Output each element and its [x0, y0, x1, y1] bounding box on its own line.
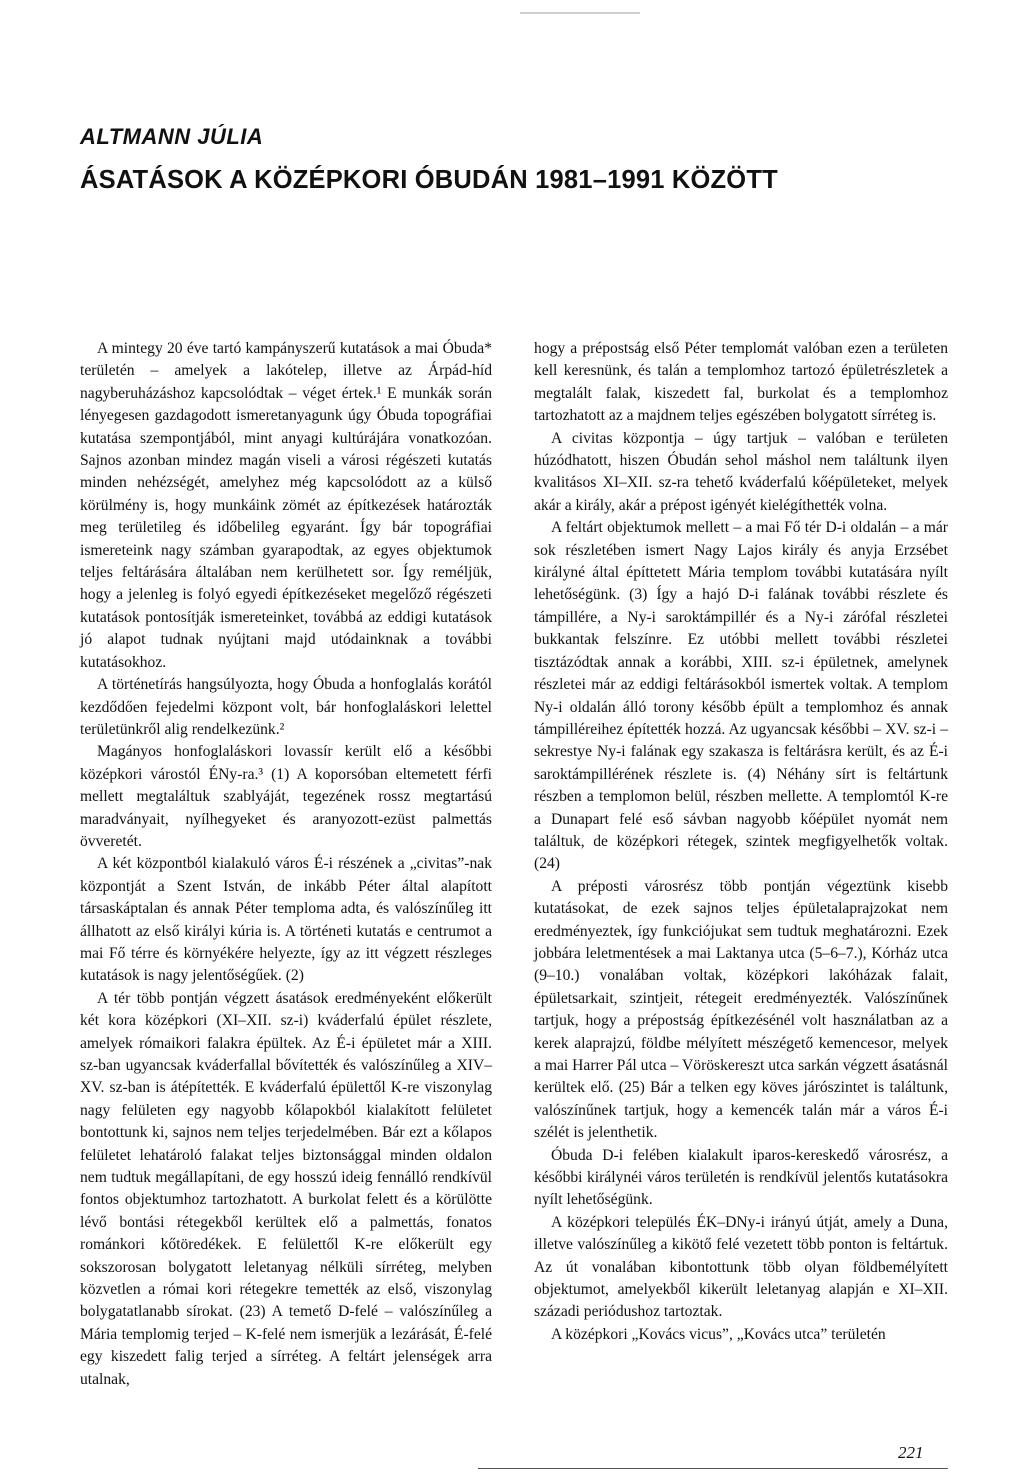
paragraph: A tér több pontján végzett ásatások eredményeként előkerült két kora középkori (XI–XII. sz-i) kváderfalú épület részlete, amelyek rómaikori falakra épültek. Az É-i épületet már a XIII. sz-ban ugyancsak kváderfallal bővítették és valószínűleg a XIV–XV. sz-ban is átépítették. E kváderfalú épülettől K-re viszonylag nagy felületen egy nagyobb kőlapokból kialakított felületet bontottunk ki, sajnos nem teljes terjedelmében. Bár ezt a kőlapos felületet lehatároló falakat teljes biztonsággal minden oldalon nem tudtuk megállapítani, de egy hosszú ideig fennálló rendkívül fontos objektumhoz tartozhatott. A burkolat felett és a körülötte lévő bontási rétegekből kerültek elő a palmettás, fonatos románkori kőtöredékek. E felülettől K-re előkerült egy sokszorosan bolygatott leletanyag nélküli sírréteg, melyben közvetlen a római kori rétegekre temették az első, viszonylag bolygatatlanabb sírokat. (23) A temető D-felé – valószínűleg a Mária templomig terjed – K-felé nem ismerjük a lezárását, É-felé egy kiszedett falig terjed a sírréteg. A feltárt jelenségek arra utalnak, [80, 989, 492, 1388]
right-text-column [534, 338, 948, 1346]
article-title: ÁSATÁSOK A KÖZÉPKORI ÓBUDÁN 1981–1991 KÖZÖTT [80, 166, 778, 194]
scan-artifact-line [520, 12, 640, 14]
paragraph: Magányos honfoglaláskori lovassír került elő a későbbi középkori várostól ÉNy-ra.³ (1) A koporsóban eltemetett férfi mellett megtaláltuk szablyáját, tegezének rossz megtartású maradványait, nyílhegyeket és aranyozott-ezüst palmettás övveretét. [80, 743, 492, 850]
paragraph: A középkori „Kovács vicus”, „Kovács utca” területén [551, 1325, 886, 1343]
paragraph: Óbuda D-i felében kialakult iparos-kereskedő városrész, a későbbi királynéi város területén is rendkívül jelentős kutatásokra nyílt lehetőségünk. [534, 1146, 948, 1209]
paragraph: A préposti városrész több pontján végeztünk kisebb kutatásokat, de ezek sajnos teljes épületalaprajzokat nem eredményeztek, így funkciójukat sem tudtuk meghatározni. Ezek jobbára leletmentések a mai Laktanya utca (5–6–7.), Kórház utca (9–10.) vonalában voltak, középkori lakóházak falait, épületsarkait, szintjeit, rétegeit eredményezték. Valószínűnek tartjuk, hogy a prépostság építkezésénél volt használatban az a kerek alaprajzú, földbe mélyített mészégető kemencesor, melyek a mai Harrer Pál utca – Vöröskereszt utca sarkán végzett ásatásnál kerültek elő. (25) Bár a telken egy köves járószintet is találtunk, valószínűnek tartjuk, hogy a kemencék talán már a város É-i szélét is jelenthetik. [534, 877, 948, 1142]
paragraph: A mintegy 20 éve tartó kampányszerű kutatások a mai Óbuda* területén – amelyek a lakótelep, illetve az Árpád-híd nagyberuházáshoz kapcsolódtak – véget értek.¹ E munkák során lényegesen gazdagodott ismeretanyagunk úgy Óbuda topográfiai kutatása szempontjából, mint anyagi kultúrájára vonatkozóan. Sajnos azonban mindez magán viseli a városi régészeti kutatás minden nehézségét, amelyhez még kapcsolódott az a külső körülmény is, hogy munkáink zömét az építkezések határozták meg területileg és időbelileg egyaránt. Így bár topográfiai ismereteink nagy számban gyarapodtak, az egyes objektumok teljes feltárására általában nem kerülhetett sor. Így reméljük, hogy a jelenleg is folyó egyedi építkezéseket megelőző régészeti kutatások pontosítják ismereteinket, továbbá az eddigi kutatások jó alapot tudnak nyújtani majd utódainknak a további kutatásokhoz. [80, 340, 492, 671]
paragraph: A civitas központja – úgy tartjuk – valóban e területen húzódhatott, hiszen Óbudán sehol máshol nem találtunk ilyen kvalitásos XI–XII. sz-ra tehető kváderfalú kőépületeket, melyek akár a király, akár a prépost igényét kielégíthették volna. [534, 429, 948, 514]
paragraph: A történetírás hangsúlyozta, hogy Óbuda a honfoglalás korától kezdődően fejedelmi központ volt, bár honfoglaláskori lelettel területünkről alig rendelkezünk.² [80, 676, 492, 738]
author-name: ALTMANN JÚLIA [80, 124, 264, 149]
paragraph: A középkori település ÉK–DNy-i irányú útját, amely a Duna, illetve valószínűleg a kikötő felé vezetett több ponton is feltártuk. Az út vonalában kibontottunk több olyan földbemélyített objektumot, amelyekből kikerült leletanyag alapján e XI–XII. századi periódushoz tartoztak. [534, 1213, 948, 1321]
left-text-column [80, 338, 492, 1391]
footer-rule [478, 1468, 948, 1469]
page-number: 221 [898, 1443, 924, 1462]
paragraph: A két központból kialakuló város É-i részének a „civitas”-nak központját a Szent István, de inkább Péter által alapított társaskáptalan és annak Péter temploma adta, és valószínűleg itt állhatott az első királyi kúria is. A történeti kutatás e centrumot a mai Fő térre és környékére helyezte, így az itt végzett részleges kutatások is nagy jelentőségűek. (2) [80, 855, 492, 985]
paragraph: A feltárt objektumok mellett – a mai Fő tér D-i oldalán – a már sok részletében ismert Nagy Lajos király és anyja Erzsébet királyné által építtetett Mária templom további kutatására nyílt lehetőségünk. (3) Így a hajó D-i falának további részlete és támpillére, a Ny-i saroktámpillér és a Ny-i zárófal részletei bukkantak felszínre. Ez utóbbi mellett további részletei tisztázódtak annak a korábbi, XIII. sz-i épületnek, amelynek részletei már az eddigi feltárásokból ismertek voltak. A templom Ny-i oldalán álló torony később épült a templomhoz és annak támpilléreihez építették hozzá. Az ugyancsak későbbi – XV. sz-i – sekrestye Ny-i falának egy szakasza is feltárásra került, és az É-i saroktámpillérének részlete is. (4) Néhány sírt is feltártunk részben a templomon belül, részben mellette. A templomtól K-re a Dunapart felé eső sávban nagyobb kőépület nyomát nem találtuk, de középkori rétegek, szintek megfigyelhetők voltak. (24) [534, 519, 948, 873]
paragraph: hogy a prépostság első Péter templomát valóban ezen a területen kell keresnünk, és talán a templomhoz tartozó épületrészletek a megtalált falak, kiszedett fal, burkolat és a templomhoz tartozhatott az a majdnem teljes egészében bolygatott sírréteg is. [534, 340, 948, 425]
